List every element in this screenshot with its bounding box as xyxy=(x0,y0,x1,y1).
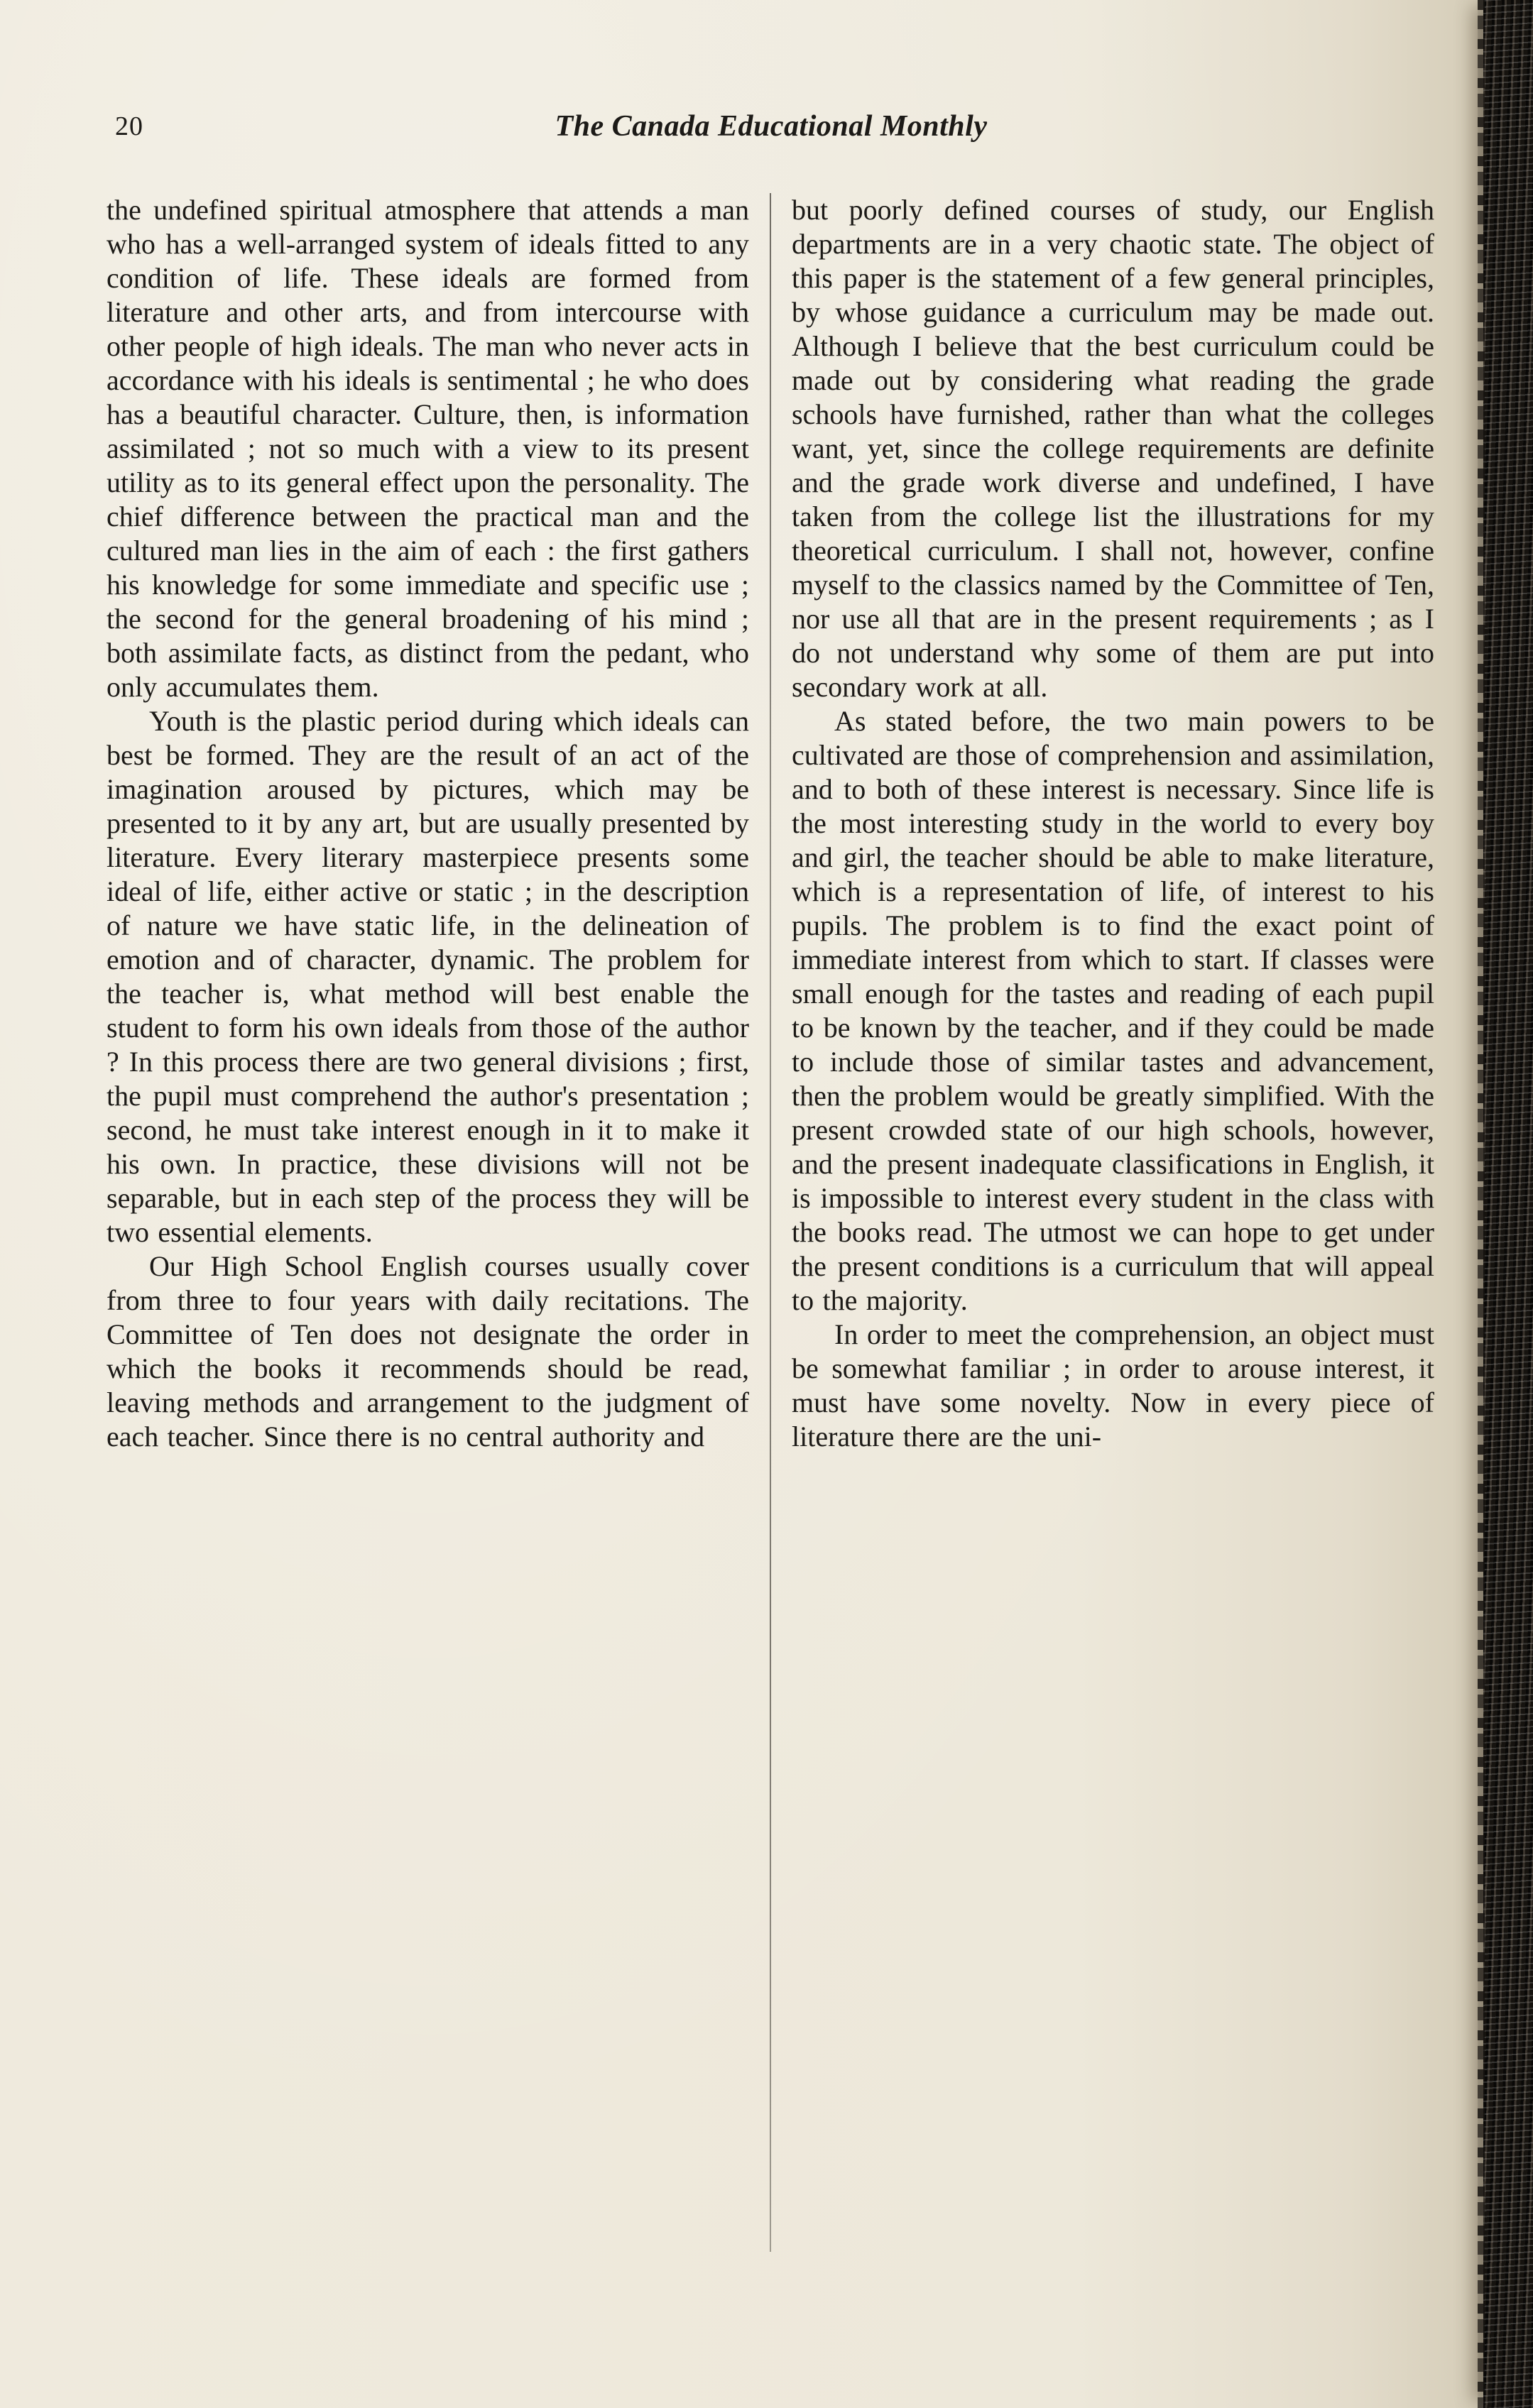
paragraph: Youth is the plastic period during which ideals can best be formed. They are the result of an act of the imagination aroused by pictures, which may be presented to it by any art, but are usually presented by literature. Every literary masterpiece presents some ideal of life, either active or static ; in the description of nature we have static life, in the delineation of emotion and of character, dynamic. The problem for the teacher is, what method will best enable the student to form his own ideals from those of the author ? In this process there are two general divisions ; first, the pupil must comprehend the author's presentation ; second, he must take interest enough in it to make it his own. In practice, these divisions will not be separable, but in each step of the process they will be two essential elements. xyxy=(107,705,749,1248)
right-column xyxy=(792,193,1434,2252)
page-number: 20 xyxy=(115,111,143,141)
article-body xyxy=(107,193,1436,2252)
paragraph: the undefined spiritual atmosphere that attends a man who has a well-arranged system of ideals fitted to any condition of life. These ideals are formed from literature and other arts, and from intercourse with other people of high ideals. The man who never acts in accordance with his ideals is sentimental ; he who does has a beautiful character. Culture, then, is information assimilated ; not so much with a view to its present utility as to its general effect upon the personality. The chief difference between the practical man and the cultured man lies in the aim of each : the first gathers his knowledge for some immediate and specific use ; the second for the general broadening of his mind ; both assimilate facts, as distinct from the pedant, who only accumulates them. xyxy=(107,194,749,703)
paragraph: In order to meet the comprehension, an object must be somewhat familiar ; in order to arouse interest, it must have some novelty. Now in every piece of literature there are the uni- xyxy=(792,1318,1434,1452)
page-header xyxy=(107,105,1436,148)
paragraph: Our High School English courses usually cover from three to four years with daily recitations. The Committee of Ten does not designate the order in which the books it recommends should be read, leaving methods and arrangement to the judgment of each teacher. Since there is no central authority and xyxy=(107,1250,749,1452)
column-rule xyxy=(770,193,771,2252)
paragraph: As stated before, the two main powers to be cultivated are those of comprehension and assimilation, and to both of these interest is necessary. Since life is the most interesting study in the world to every boy and girl, the teacher should be able to make literature, which is a representation of life, of interest to his pupils. The problem is to find the exact point of immediate interest from which to start. If classes were small enough for the tastes and reading of each pupil to be known by the teacher, and if they could be made to include those of similar tastes and advancement, then the problem would be greatly simplified. With the present crowded state of our high schools, however, and the present inadequate classifications in English, it is impossible to interest every student in the class with the books read. The utmost we can hope to get under the present conditions is a curriculum that will appeal to the majority. xyxy=(792,705,1434,1316)
journal-title: The Canada Educational Monthly xyxy=(555,110,988,143)
left-column xyxy=(107,193,749,2252)
scan-binding-edge xyxy=(1483,0,1533,2408)
paragraph: but poorly defined courses of study, our English departments are in a very chaotic state. The object of this paper is the statement of a few general principles, by whose guidance a curriculum may be made out. Although I believe that the best curriculum could be made out by considering what reading the grade schools have furnished, rather than what the colleges want, yet, since the college requirements are definite and the grade work diverse and undefined, I have taken from the college list the illustrations for my theoretical curriculum. I shall not, however, confine myself to the classics named by the Committee of Ten, nor use all that are in the present requirements ; as I do not understand why some of them are put into secondary work at all. xyxy=(792,194,1434,703)
